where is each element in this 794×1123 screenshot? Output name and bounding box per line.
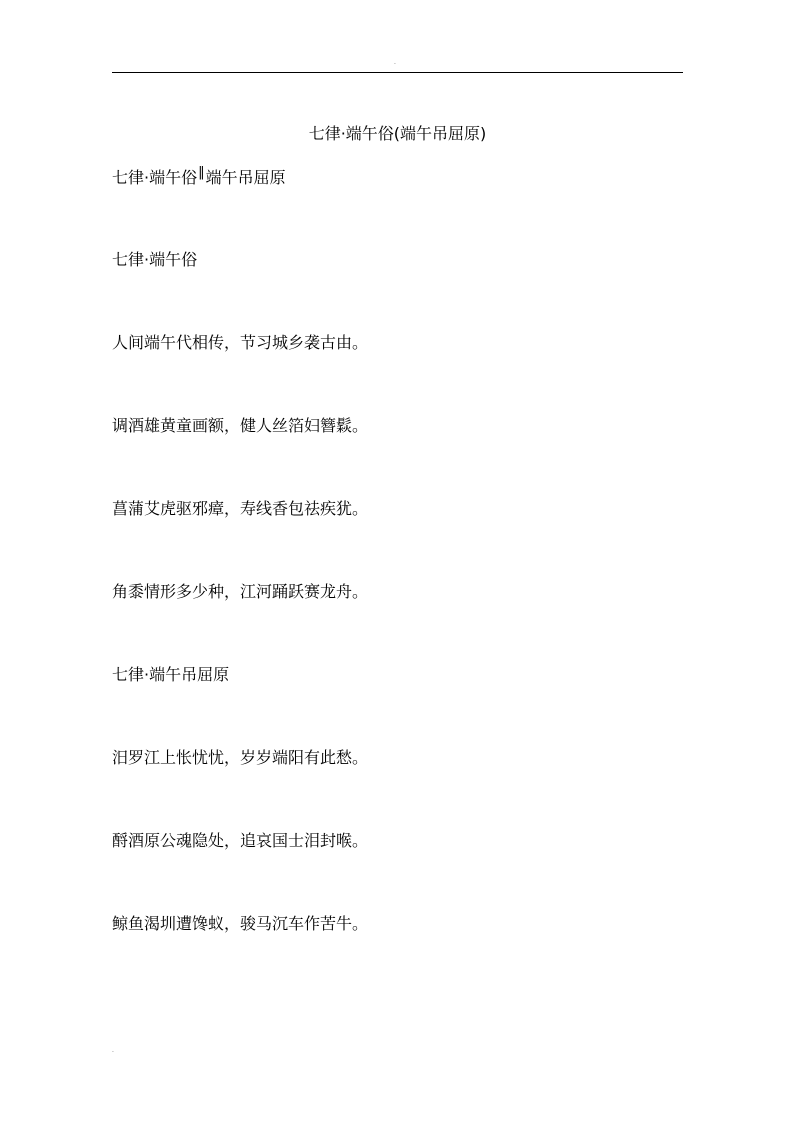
header-mark: . — [394, 59, 396, 66]
poem2-heading: 七律·端午吊屈原 — [112, 665, 230, 684]
poem1-line-3: 菖蒲艾虎驱邪瘴，寿线香包祛疾犹。 — [112, 499, 369, 518]
double-bar-mark: ‖ — [198, 165, 205, 180]
page-title: 七律·端午俗(端午吊屈原) — [308, 124, 487, 143]
poem1-line-1: 人间端午代相传，节习城乡袭古由。 — [112, 333, 369, 352]
subtitle-part1: 七律·端午俗 — [112, 168, 198, 187]
poem2-line-2: 酹酒原公魂隐处，追哀国士泪封喉。 — [112, 831, 369, 850]
poem1-line-4: 角黍情形多少种，江河踊跃赛龙舟。 — [112, 582, 369, 601]
poem1-line-2: 调酒雄黄童画额，健人丝箔妇簪鬏。 — [112, 416, 369, 435]
subtitle-line — [112, 165, 286, 188]
header-rule — [112, 72, 683, 73]
poem2-line-1: 汨罗江上怅忧忧，岁岁端阳有此愁。 — [112, 748, 369, 767]
subtitle-part2: 端午吊屈原 — [205, 168, 286, 187]
poem1-heading: 七律·端午俗 — [112, 250, 198, 269]
poem2-line-3: 鲸鱼渴圳遭馋蚁，骏马沉车作苦牛。 — [112, 914, 369, 933]
footer-mark: . — [112, 1047, 114, 1054]
